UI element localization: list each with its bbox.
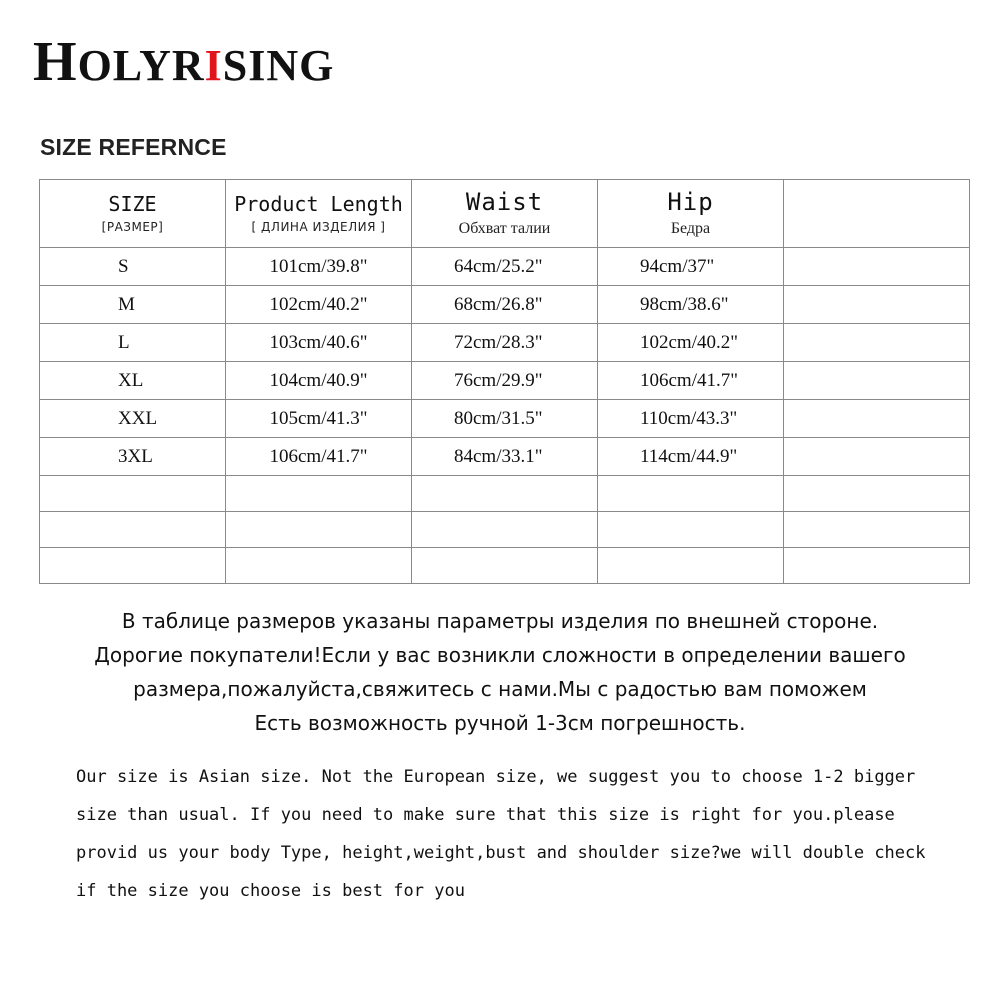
russian-note-line: Дорогие покупатели!Если у вас возникли сложности в определении вашего: [94, 643, 906, 667]
section-title: SIZE REFERNCE: [40, 134, 227, 160]
header-hip: [598, 180, 784, 248]
cell-waist: 84cm/33.1": [412, 438, 598, 476]
header-waist-en: Waist: [465, 188, 544, 217]
empty-table-row: [40, 548, 970, 584]
header-waist-ru: Обхват талии: [458, 219, 551, 237]
english-note-line: Our size is Asian size. Not the European size, we suggest you to choose 1-2 bigger: [76, 767, 916, 787]
cell-size: XXL: [40, 400, 226, 438]
cell-hip: 114cm/44.9": [598, 438, 784, 476]
cell-length: 104cm/40.9": [226, 362, 412, 400]
table-row: [40, 324, 970, 362]
logo-part-sing: SING: [222, 41, 335, 90]
cell-waist: 76cm/29.9": [412, 362, 598, 400]
table-header-row: [40, 180, 970, 248]
header-hip-ru: Бедра: [670, 219, 711, 237]
cell-length: 105cm/41.3": [226, 400, 412, 438]
cell-length: 103cm/40.6": [226, 324, 412, 362]
table-row: [40, 248, 970, 286]
cell-hip: 102cm/40.2": [598, 324, 784, 362]
cell-blank: [784, 362, 970, 400]
header-hip-en: Hip: [667, 188, 714, 217]
header-length-en: Product Length: [234, 192, 403, 216]
russian-note-line: Есть возможность ручной 1-3см погрешность.: [254, 711, 746, 735]
cell-length: 101cm/39.8": [226, 248, 412, 286]
table-row: [40, 400, 970, 438]
logo-part-olyr: OLYR: [77, 41, 205, 90]
brand-logo: [33, 31, 335, 93]
cell-size: M: [40, 286, 226, 324]
header-blank: [784, 180, 970, 248]
table-row: [40, 438, 970, 476]
cell-blank: [784, 438, 970, 476]
empty-table-row: [40, 476, 970, 512]
cell-hip: 98cm/38.6": [598, 286, 784, 324]
english-note-line: if the size you choose is best for you: [76, 881, 465, 901]
english-note-line: provid us your body Type, height,weight,bust and shoulder size?we will double check: [76, 843, 926, 863]
cell-size: L: [40, 324, 226, 362]
russian-note-line: В таблице размеров указаны параметры изделия по внешней стороне.: [121, 609, 879, 633]
table-row: [40, 362, 970, 400]
logo-letter-i: I: [204, 41, 223, 90]
english-note-line: size than usual. If you need to make sure that this size is right for you.please: [76, 805, 895, 825]
cell-waist: 72cm/28.3": [412, 324, 598, 362]
cell-size: S: [40, 248, 226, 286]
cell-waist: 80cm/31.5": [412, 400, 598, 438]
cell-blank: [784, 324, 970, 362]
header-waist: [412, 180, 598, 248]
header-size-ru: [РАЗМЕР]: [101, 220, 164, 234]
cell-hip: 106cm/41.7": [598, 362, 784, 400]
cell-blank: [784, 248, 970, 286]
cell-size: 3XL: [40, 438, 226, 476]
russian-note: [0, 604, 1000, 740]
cell-length: 106cm/41.7": [226, 438, 412, 476]
logo-letter-h: H: [33, 31, 78, 93]
size-table: [39, 179, 970, 584]
header-size-en: SIZE: [108, 192, 157, 216]
cell-blank: [784, 400, 970, 438]
header-length: [226, 180, 412, 248]
cell-hip: 94cm/37": [598, 248, 784, 286]
cell-hip: 110cm/43.3": [598, 400, 784, 438]
russian-note-line: размера,пожалуйста,свяжитесь с нами.Мы с радостью вам поможем: [133, 677, 867, 701]
cell-size: XL: [40, 362, 226, 400]
english-note: [76, 758, 986, 910]
cell-length: 102cm/40.2": [226, 286, 412, 324]
header-length-ru: [ ДЛИНА ИЗДЕЛИЯ ]: [251, 220, 386, 234]
empty-table-row: [40, 512, 970, 548]
cell-waist: 64cm/25.2": [412, 248, 598, 286]
cell-blank: [784, 286, 970, 324]
cell-waist: 68cm/26.8": [412, 286, 598, 324]
table-row: [40, 286, 970, 324]
header-size: [40, 180, 226, 248]
